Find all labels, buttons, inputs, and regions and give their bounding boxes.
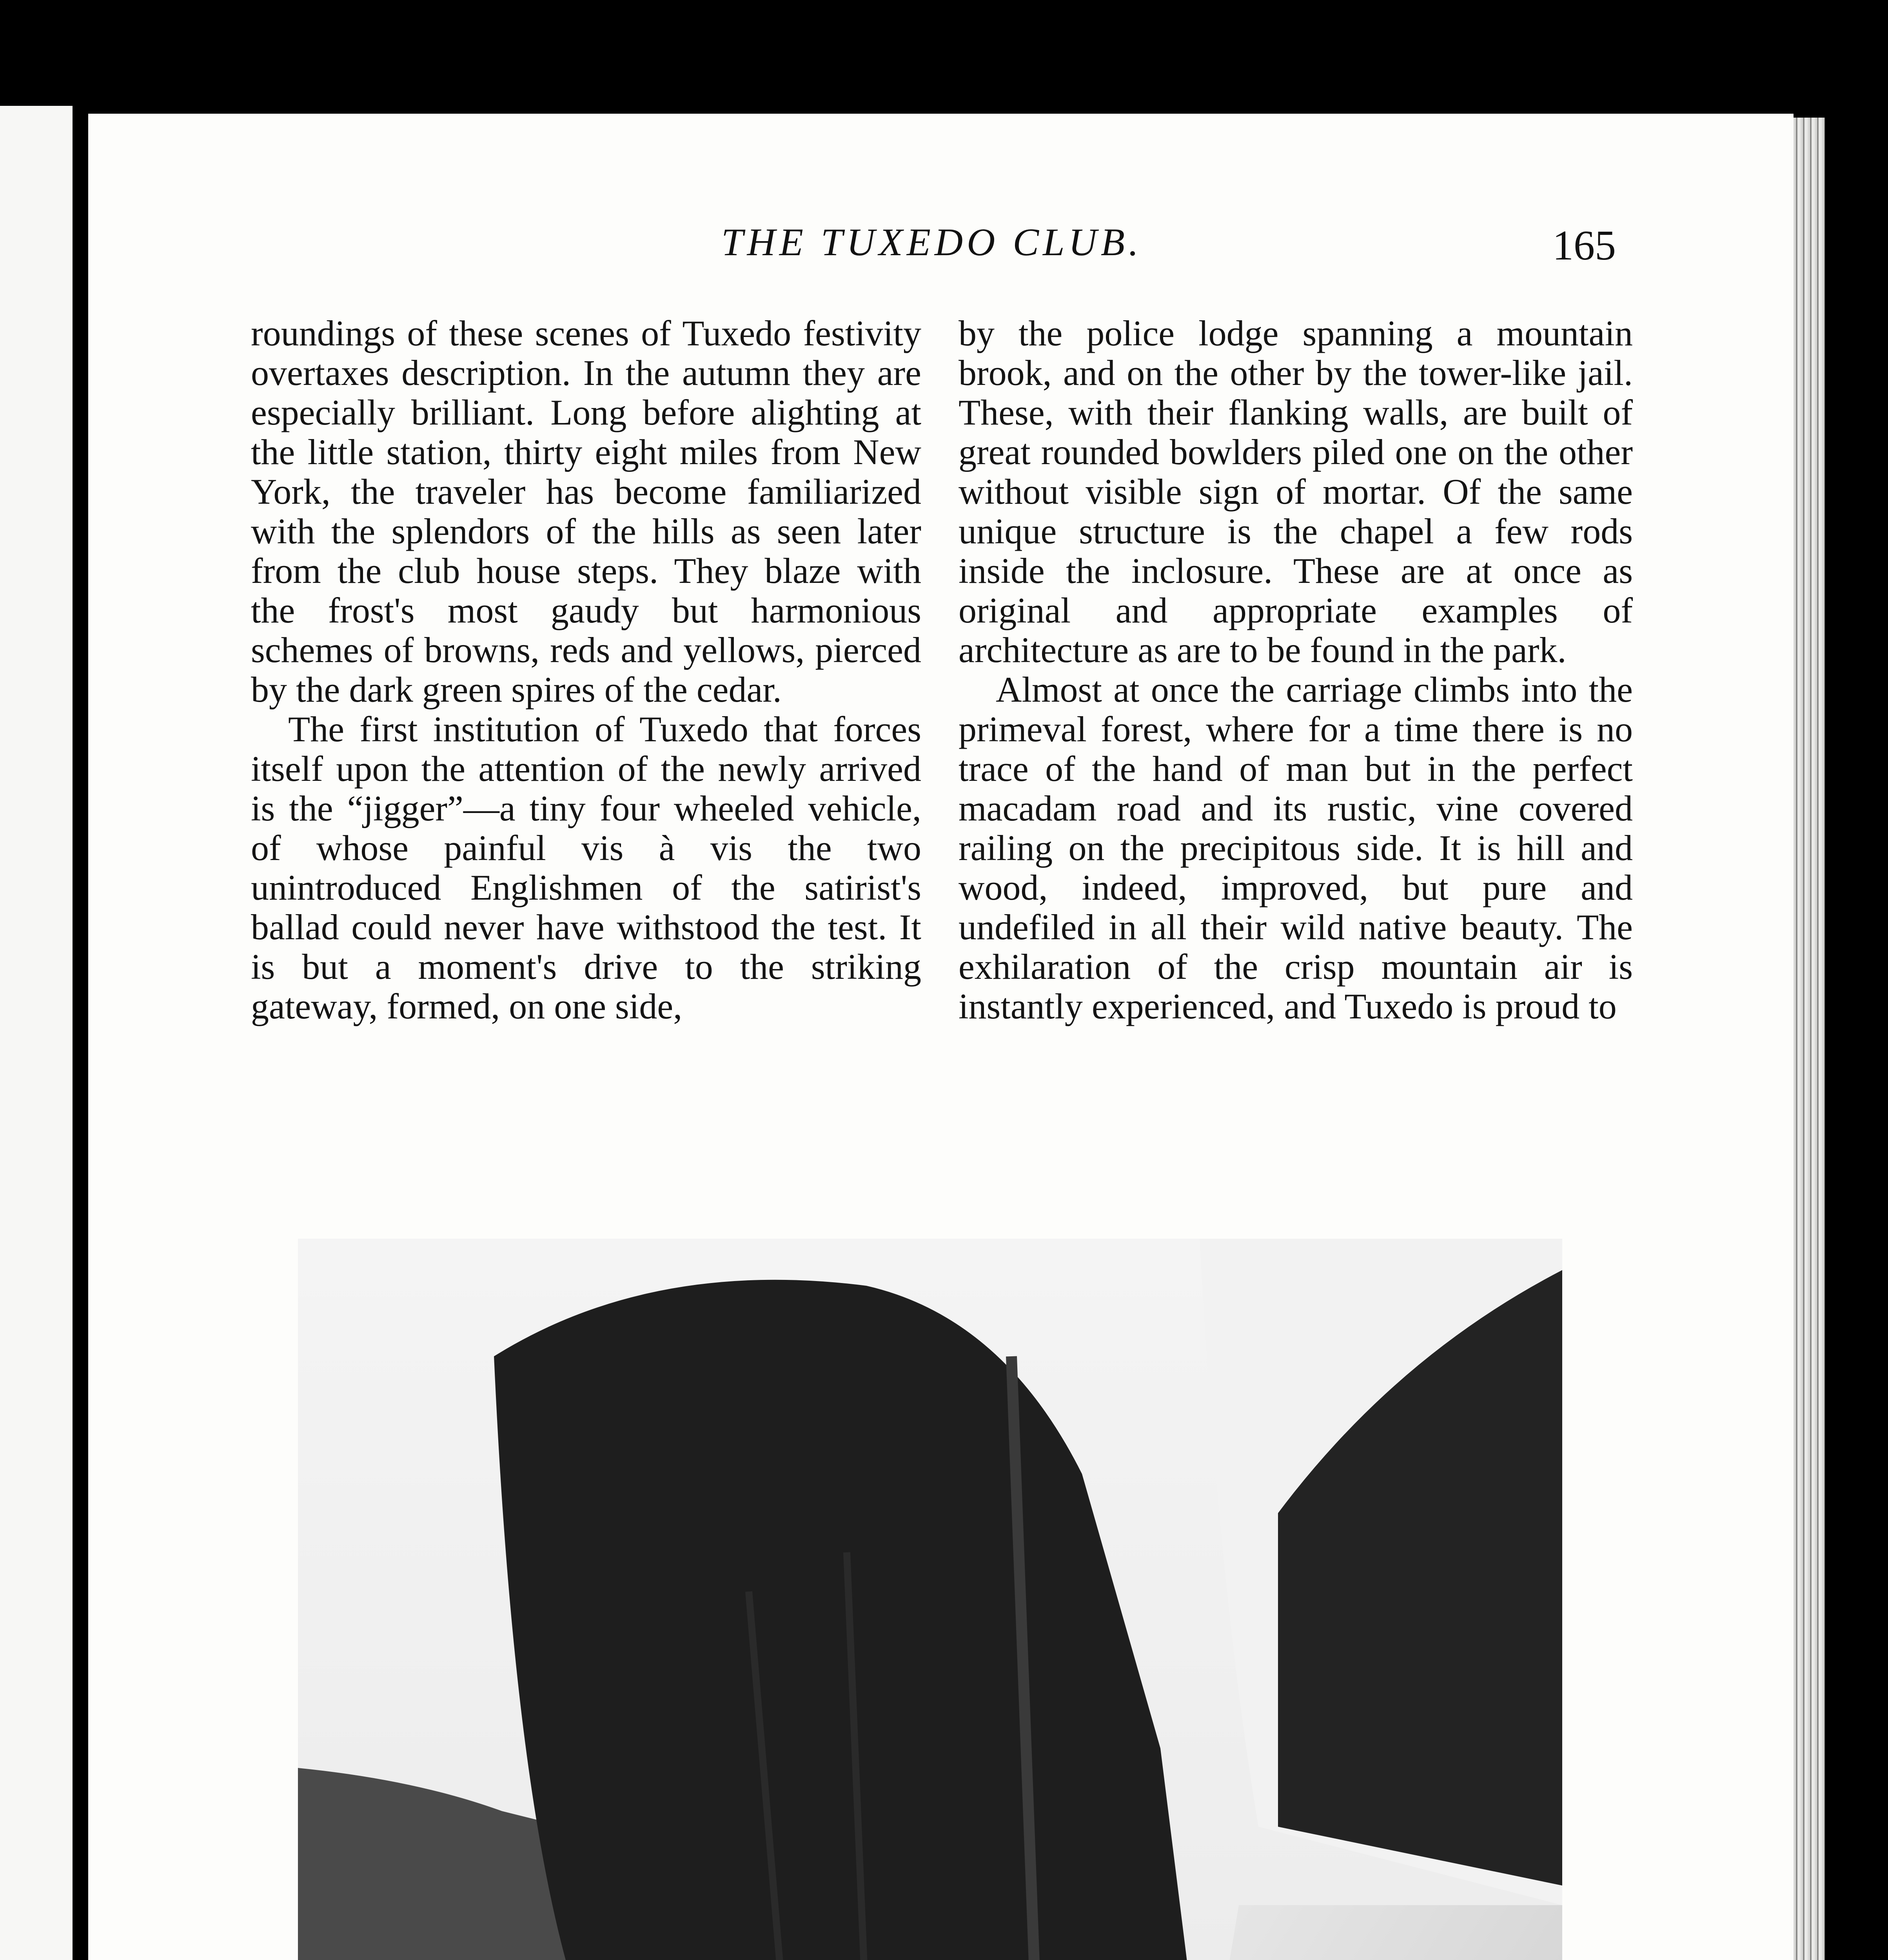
left-paragraph-1: roundings of these scenes of Tuxedo festivity overtaxes description. In the autumn they are especially brilliant. Long before alighting at the little station, thirty eight miles from New York, the traveler has become familiarized with the splendors of the hills as seen later from the club house steps. They blaze with the frost's most gaudy but harmonious schemes of browns, reds and yellows, pierced by the dark green spires of the cedar. <box>251 313 921 710</box>
right-text-column <box>959 314 1633 1026</box>
right-paragraph-1: by the police lodge spanning a mountain brook, and on the other by the tower-like jail. These, with their flanking walls, are built of great rounded bowlders piled one on the other without visible sign of mortar. Of the same unique structure is the chapel a few rods inside the inclosure. These are at once as original and appropriate examples of architecture as are to be found in the park. <box>959 313 1633 670</box>
page-number: 165 <box>1552 222 1616 269</box>
left-text-column <box>251 314 921 1026</box>
right-paragraph-2: Almost at once the carriage climbs into the primeval forest, where for a time there is no trace of the hand of man but in the perfect macadam road and its rustic, vine covered railing on the precipitous side. It is hill and wood, indeed, improved, but pure and undefiled in all their wild native beauty. The exhilaration of the crisp mountain air is instantly experienced, and Tuxedo is proud to <box>959 670 1633 1026</box>
running-head: THE TUXEDO CLUB. <box>721 220 1142 264</box>
left-paragraph-2: The first institution of Tuxedo that forces itself upon the attention of the newly arrived is the “jigger”—a tiny four wheeled vehicle, of whose painful vis à vis the two unintroduced Englishmen of the satirist's ballad could never have withstood the test. It is but a moment's drive to the striking gateway, formed, on one side, <box>251 709 921 1026</box>
facing-page-edge <box>0 106 73 1960</box>
lake-road-photograph <box>298 1239 1562 1960</box>
page-stack-edge <box>1794 118 1825 1960</box>
